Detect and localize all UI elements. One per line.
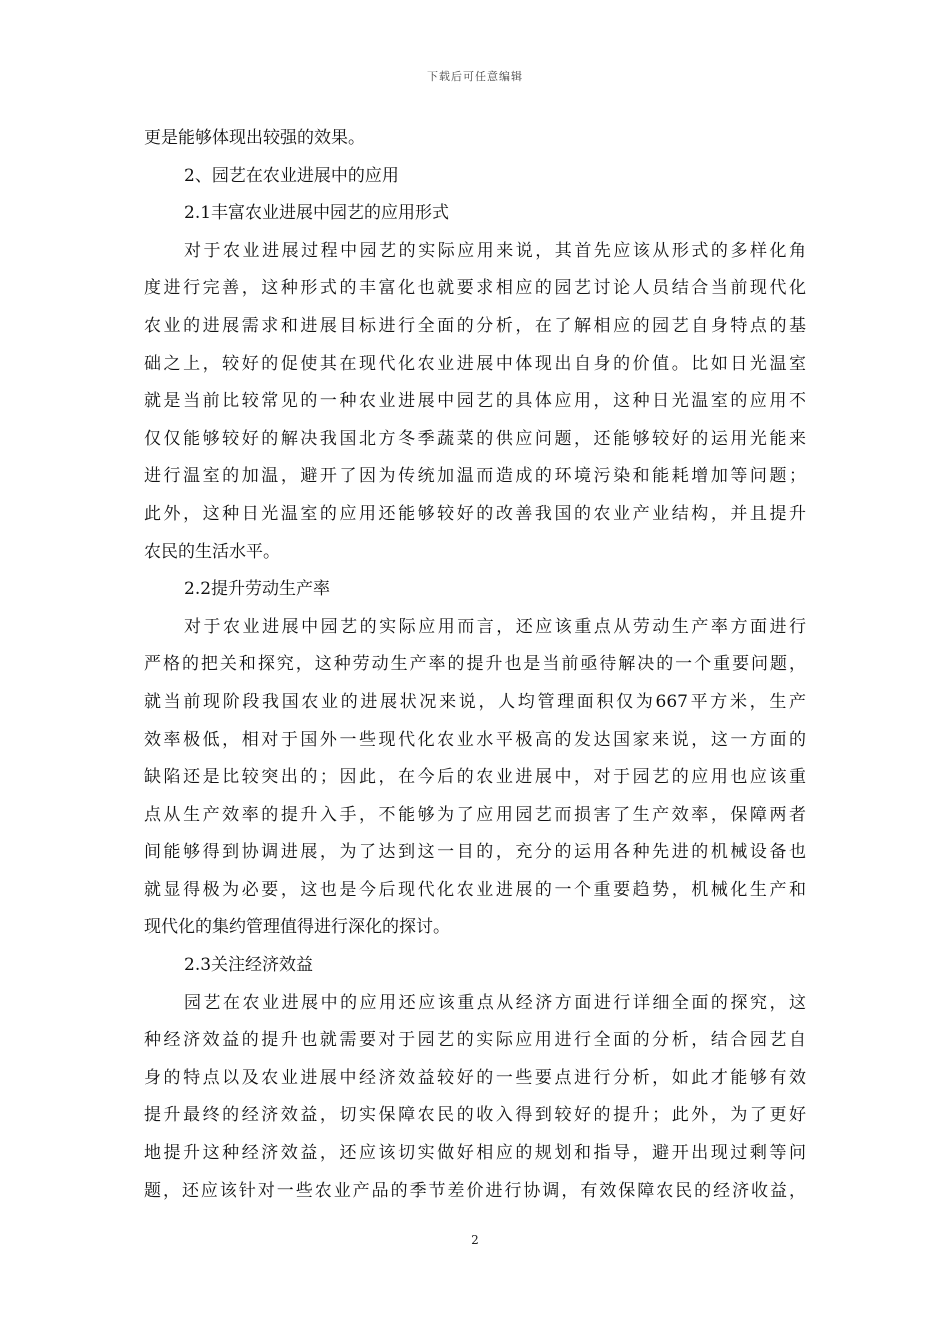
document-body bbox=[144, 120, 806, 1210]
text-line: 农业的进展需求和进展目标进行全面的分析，在了解相应的园艺自身特点的基 bbox=[144, 315, 806, 336]
text-line: 现代化的集约管理值得进行深化的探讨。 bbox=[144, 917, 450, 938]
subsection-heading: 2.1丰富农业进展中园艺的应用形式 bbox=[184, 203, 450, 224]
text-line: 对于农业进展过程中园艺的实际应用来说，其首先应该从形式的多样化角 bbox=[184, 240, 806, 261]
text-line: 提升最终的经济效益，切实保障农民的收入得到较好的提升；此外，为了更好 bbox=[144, 1105, 806, 1126]
text-line: 题，还应该针对一些农业产品的季节差价进行协调，有效保障农民的经济收益， bbox=[144, 1180, 806, 1201]
text-line: 就是当前比较常见的一种农业进展中园艺的具体应用，这种日光温室的应用不 bbox=[144, 391, 806, 412]
section-heading: 2、园艺在农业进展中的应用 bbox=[184, 165, 399, 186]
text-line: 地提升这种经济效益，还应该切实做好相应的规划和指导，避开出现过剩等问 bbox=[144, 1143, 806, 1164]
text-line: 此外，这种日光温室的应用还能够较好的改善我国的农业产业结构，并且提升 bbox=[144, 503, 806, 524]
subsection-heading: 2.3关注经济效益 bbox=[184, 955, 314, 976]
text-line: 对于农业进展中园艺的实际应用而言，还应该重点从劳动生产率方面进行 bbox=[184, 616, 806, 637]
text-line: 进行温室的加温，避开了因为传统加温而造成的环境污染和能耗增加等问题； bbox=[144, 466, 806, 487]
text-line: 缺陷还是比较突出的；因此，在今后的农业进展中，对于园艺的应用也应该重 bbox=[144, 767, 806, 788]
text-line: 效率极低，相对于国外一些现代化农业水平极高的发达国家来说，这一方面的 bbox=[144, 729, 806, 750]
text-line: 间能够得到协调进展，为了达到这一目的，充分的运用各种先进的机械设备也 bbox=[144, 842, 806, 863]
page-number: 2 bbox=[471, 1233, 479, 1247]
text-line: 农民的生活水平。 bbox=[144, 541, 280, 562]
text-line: 更是能够体现出较强的效果。 bbox=[144, 128, 365, 148]
page-header-note: 下载后可任意编辑 bbox=[427, 70, 523, 83]
text-line: 园艺在农业进展中的应用还应该重点从经济方面进行详细全面的探究，这 bbox=[184, 992, 806, 1013]
text-line: 度进行完善，这种形式的丰富化也就要求相应的园艺讨论人员结合当前现代化 bbox=[144, 278, 806, 299]
text-line: 就当前现阶段我国农业的进展状况来说，人均管理面积仅为667平方米，生产 bbox=[144, 691, 806, 712]
text-line: 仅仅能够较好的解决我国北方冬季蔬菜的供应问题，还能够较好的运用光能来 bbox=[144, 428, 806, 449]
text-line: 就显得极为必要，这也是今后现代化农业进展的一个重要趋势，机械化生产和 bbox=[144, 879, 806, 900]
text-line: 点从生产效率的提升入手，不能够为了应用园艺而损害了生产效率，保障两者 bbox=[144, 804, 806, 825]
text-line: 严格的把关和探究，这种劳动生产率的提升也是当前亟待解决的一个重要问题， bbox=[144, 654, 806, 675]
text-line: 身的特点以及农业进展中经济效益较好的一些要点进行分析，如此才能够有效 bbox=[144, 1067, 806, 1088]
subsection-heading: 2.2提升劳动生产率 bbox=[184, 579, 331, 600]
text-line: 种经济效益的提升也就需要对于园艺的实际应用进行全面的分析，结合园艺自 bbox=[144, 1030, 806, 1051]
text-line: 础之上，较好的促使其在现代化农业进展中体现出自身的价值。比如日光温室 bbox=[144, 353, 806, 374]
